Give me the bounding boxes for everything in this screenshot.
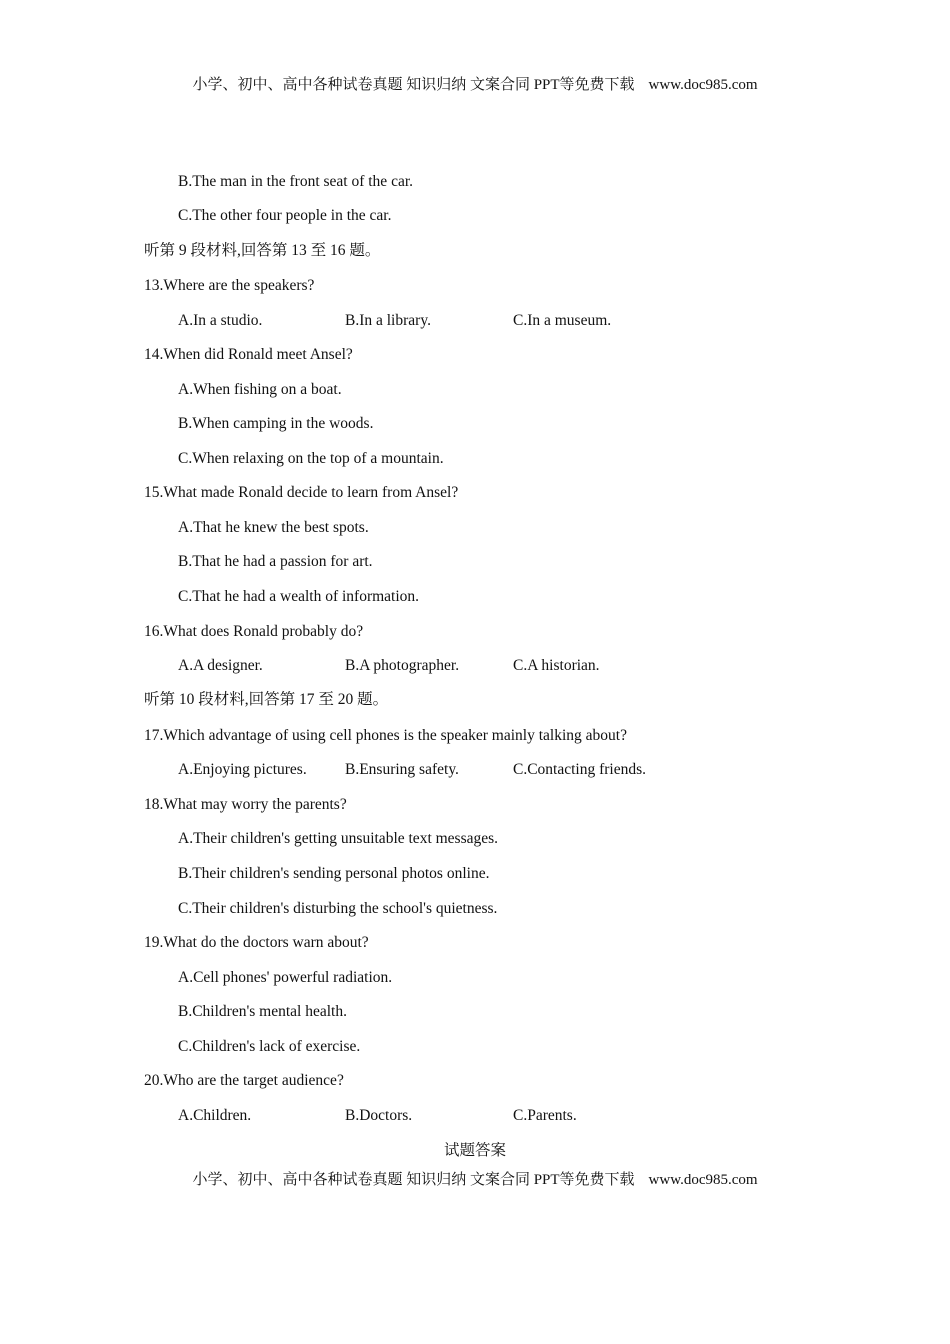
question-14-option-c: C.When relaxing on the top of a mountain. (178, 450, 444, 467)
question-15-option-b: B.That he had a passion for art. (178, 553, 373, 570)
question-17-option-a: A.Enjoying pictures. (178, 761, 307, 778)
page-footer (0, 1168, 950, 1189)
question-13-option-b: B.In a library. (345, 312, 431, 329)
question-16-option-b: B.A photographer. (345, 657, 460, 674)
question-19-option-b: B.Children's mental health. (178, 1003, 347, 1020)
question-13-option-a: A.In a studio. (178, 312, 263, 329)
header-site-link[interactable]: www.doc985.com (648, 77, 758, 93)
question-19-option-c: C.Children's lack of exercise. (178, 1038, 361, 1055)
section-instruction: 听第 10 段材料,回答第 17 至 20 题。 (144, 691, 389, 708)
option-line: C.The other four people in the car. (178, 207, 392, 224)
question-13-option-c: C.In a museum. (513, 312, 612, 329)
question-19-option-a: A.Cell phones' powerful radiation. (178, 969, 393, 986)
question-16-option-c: C.A historian. (513, 657, 600, 674)
question-20-option-b: B.Doctors. (345, 1107, 413, 1124)
page-header (0, 73, 950, 94)
question-14: 14.When did Ronald meet Ansel? (144, 346, 353, 363)
question-18-option-c: C.Their children's disturbing the school's quietness. (178, 900, 498, 917)
answers-heading: 试题答案 (443, 1142, 506, 1159)
question-17-option-c: C.Contacting friends. (513, 761, 647, 778)
question-14-option-a: A.When fishing on a boat. (178, 381, 342, 398)
header-text: 小学、初中、高中各种试卷真题 知识归纳 文案合同 PPT等免费下载 (192, 77, 635, 93)
question-15: 15.What made Ronald decide to learn from Ansel? (144, 484, 459, 501)
footer-text: 小学、初中、高中各种试卷真题 知识归纳 文案合同 PPT等免费下载 (192, 1172, 635, 1188)
question-17: 17.Which advantage of using cell phones is the speaker mainly talking about? (144, 727, 627, 744)
section-instruction: 听第 9 段材料,回答第 13 至 16 题。 (144, 242, 381, 259)
question-18: 18.What may worry the parents? (144, 796, 347, 813)
question-18-option-b: B.Their children's sending personal photos online. (178, 865, 490, 882)
question-15-option-c: C.That he had a wealth of information. (178, 588, 420, 605)
question-16: 16.What does Ronald probably do? (144, 623, 364, 640)
footer-site-link[interactable]: www.doc985.com (648, 1172, 758, 1188)
question-15-option-a: A.That he knew the best spots. (178, 519, 369, 536)
question-14-option-b: B.When camping in the woods. (178, 415, 374, 432)
question-17-option-b: B.Ensuring safety. (345, 761, 459, 778)
question-19: 19.What do the doctors warn about? (144, 934, 369, 951)
question-20-option-a: A.Children. (178, 1107, 252, 1124)
question-16-option-a: A.A designer. (178, 657, 263, 674)
question-18-option-a: A.Their children's getting unsuitable text messages. (178, 830, 499, 847)
question-20-option-c: C.Parents. (513, 1107, 577, 1124)
question-20: 20.Who are the target audience? (144, 1072, 344, 1089)
question-13: 13.Where are the speakers? (144, 277, 315, 294)
option-line: B.The man in the front seat of the car. (178, 173, 414, 190)
